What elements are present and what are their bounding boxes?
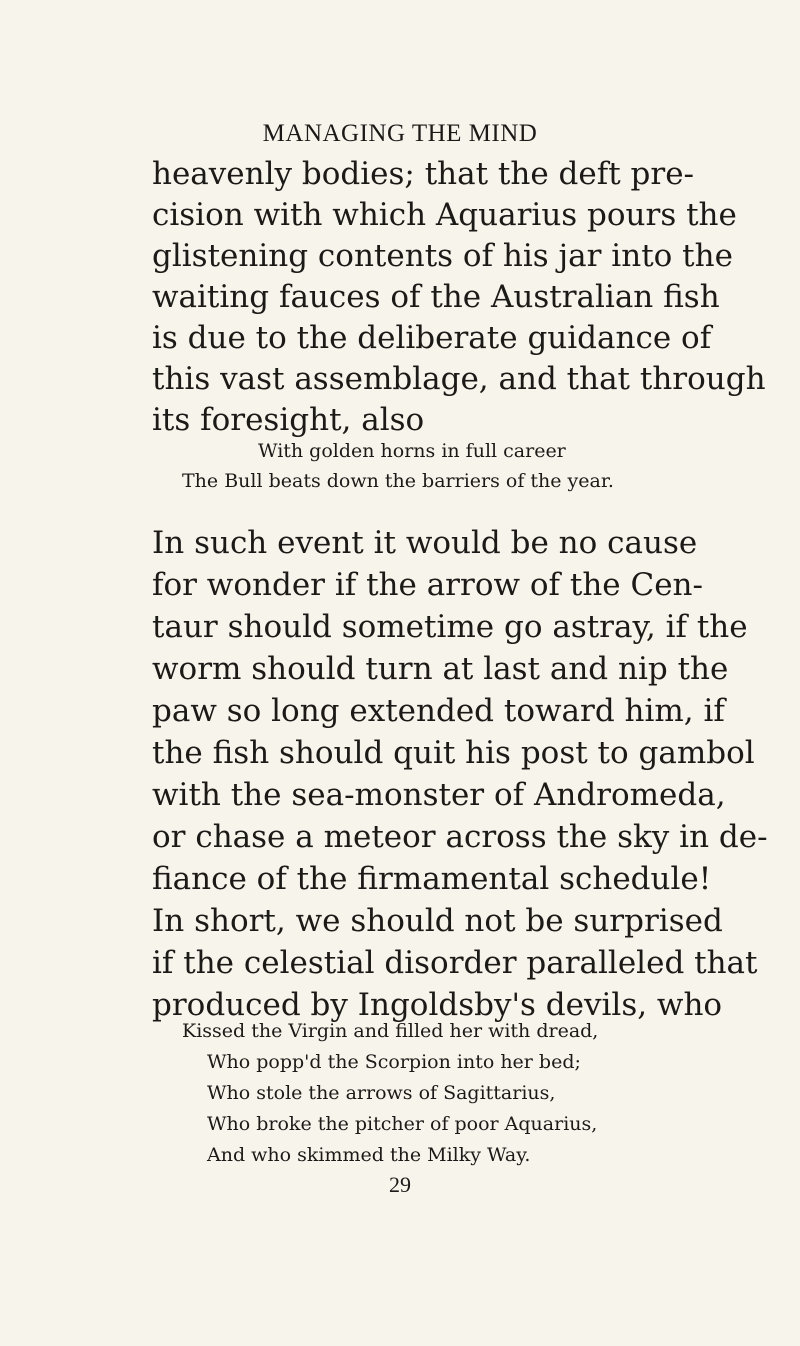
text-line: waiting fauces of the Australian fish: [152, 279, 720, 315]
text-line: or chase a meteor across the sky in de-: [152, 819, 768, 855]
text-line: cision with which Aquarius pours the: [152, 197, 737, 233]
text-line: this vast assemblage, and that through: [152, 361, 766, 397]
text-line: its foresight, also: [152, 402, 425, 438]
text-line: for wonder if the arrow of the Cen-: [152, 567, 703, 603]
verse-line: The Bull beats down the barriers of the year.: [182, 470, 614, 492]
text-line: In such event it would be no cause: [152, 525, 698, 561]
text-line: the fish should quit his post to gambol: [152, 735, 755, 771]
verse-line: Who stole the arrows of Sagittarius,: [207, 1082, 556, 1104]
text-line: produced by Ingoldsby's devils, who: [152, 987, 723, 1023]
text-line: taur should sometime go astray, if the: [152, 609, 748, 645]
verse-line: Who popp'd the Scorpion into her bed;: [207, 1051, 581, 1073]
running-head: MANAGING THE MIND: [262, 120, 538, 147]
text-line: worm should turn at last and nip the: [152, 651, 729, 687]
text-line: paw so long extended toward him, if: [152, 693, 725, 729]
text-line: is due to the deliberate guidance of: [152, 320, 712, 356]
verse-line: Who broke the pitcher of poor Aquarius,: [207, 1113, 598, 1135]
text-line: if the celestial disorder paralleled that: [152, 945, 758, 981]
text-line: In short, we should not be surprised: [152, 903, 723, 939]
page-number: 29: [389, 1172, 411, 1197]
text-line: glistening contents of his jar into the: [152, 238, 733, 274]
verse-line: And who skimmed the Milky Way.: [207, 1144, 531, 1166]
verse-line: Kissed the Virgin and filled her with dread,: [182, 1020, 599, 1042]
text-line: heavenly bodies; that the deft pre-: [152, 156, 695, 192]
text-line: with the sea-monster of Andromeda,: [152, 777, 726, 813]
verse-line: With golden horns in full career: [258, 440, 566, 462]
text-line: fiance of the firmamental schedule!: [152, 861, 712, 897]
